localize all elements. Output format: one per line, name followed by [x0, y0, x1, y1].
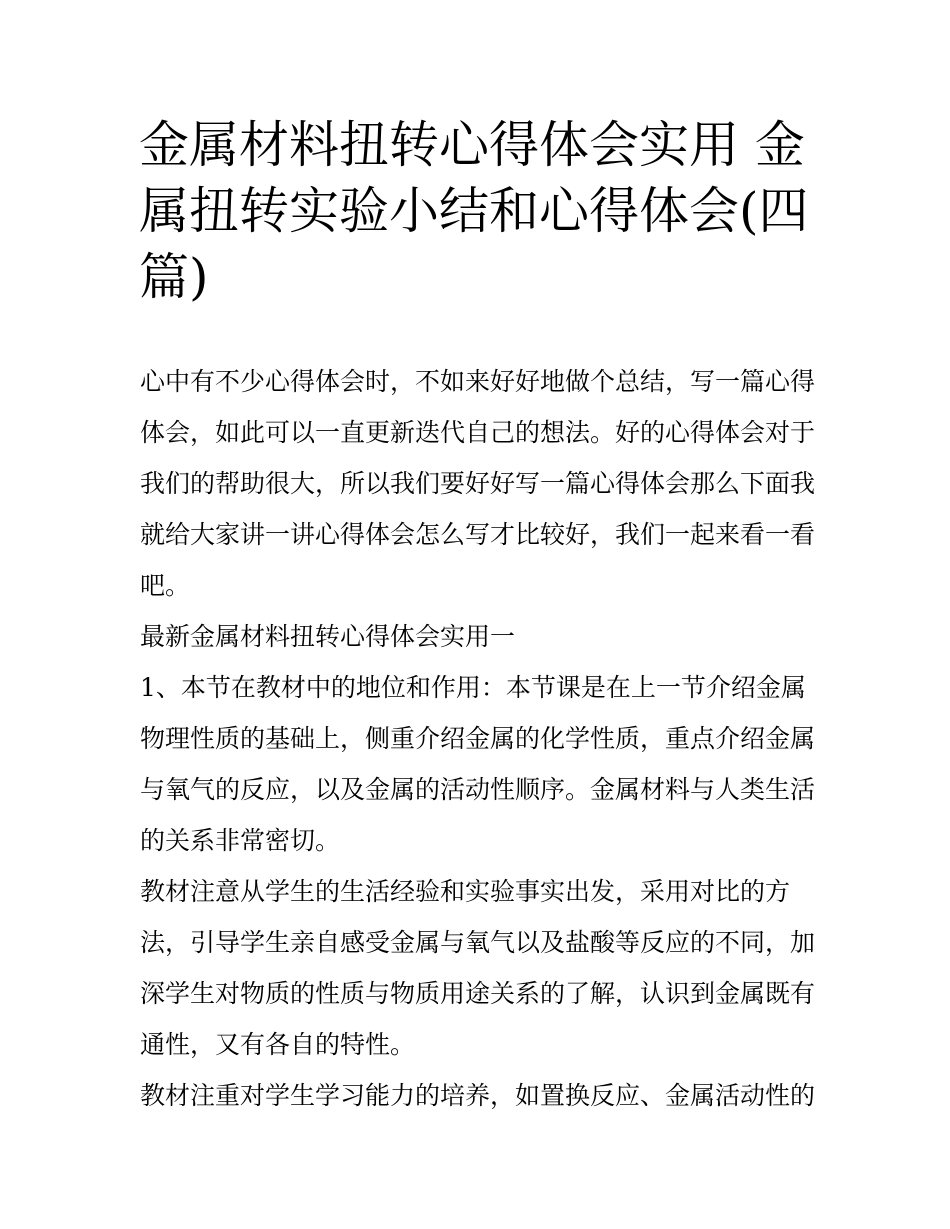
section-heading: 最新金属材料扭转心得体会实用一	[140, 622, 516, 651]
document-title: 金属材料扭转心得体会实用 金属扭转实验小结和心得体会(四篇)	[139, 116, 809, 306]
paragraph-role: 1、本节在教材中的地位和作用：本节课是在上一节介绍金属物理性质的基础上，侧重介绍金属的化学性质，重点介绍金属与氧气的反应，以及金属的活动性顺序。金属材料与人类生活的关系非常密切。	[140, 673, 816, 855]
paragraph-method: 教材注意从学生的生活经验和实验事实出发，采用对比的方法，引导学生亲自感受金属与氧气以及盐酸等反应的不同，加深学生对物质的性质与物质用途关系的了解，认识到金属既有通性，又有各自的特性。	[140, 877, 816, 1059]
document-body	[140, 356, 820, 1121]
paragraph-intro: 心中有不少心得体会时，不如来好好地做个总结，写一篇心得体会，如此可以一直更新迭代自己的想法。好的心得体会对于我们的帮助很大，所以我们要好好写一篇心得体会那么下面我就给大家讲一讲心得体会怎么写才比较好，我们一起来看一看吧。	[140, 367, 816, 600]
paragraph-ability: 教材注重对学生学习能力的培养，如置换反应、金属活动性的	[140, 1081, 816, 1110]
